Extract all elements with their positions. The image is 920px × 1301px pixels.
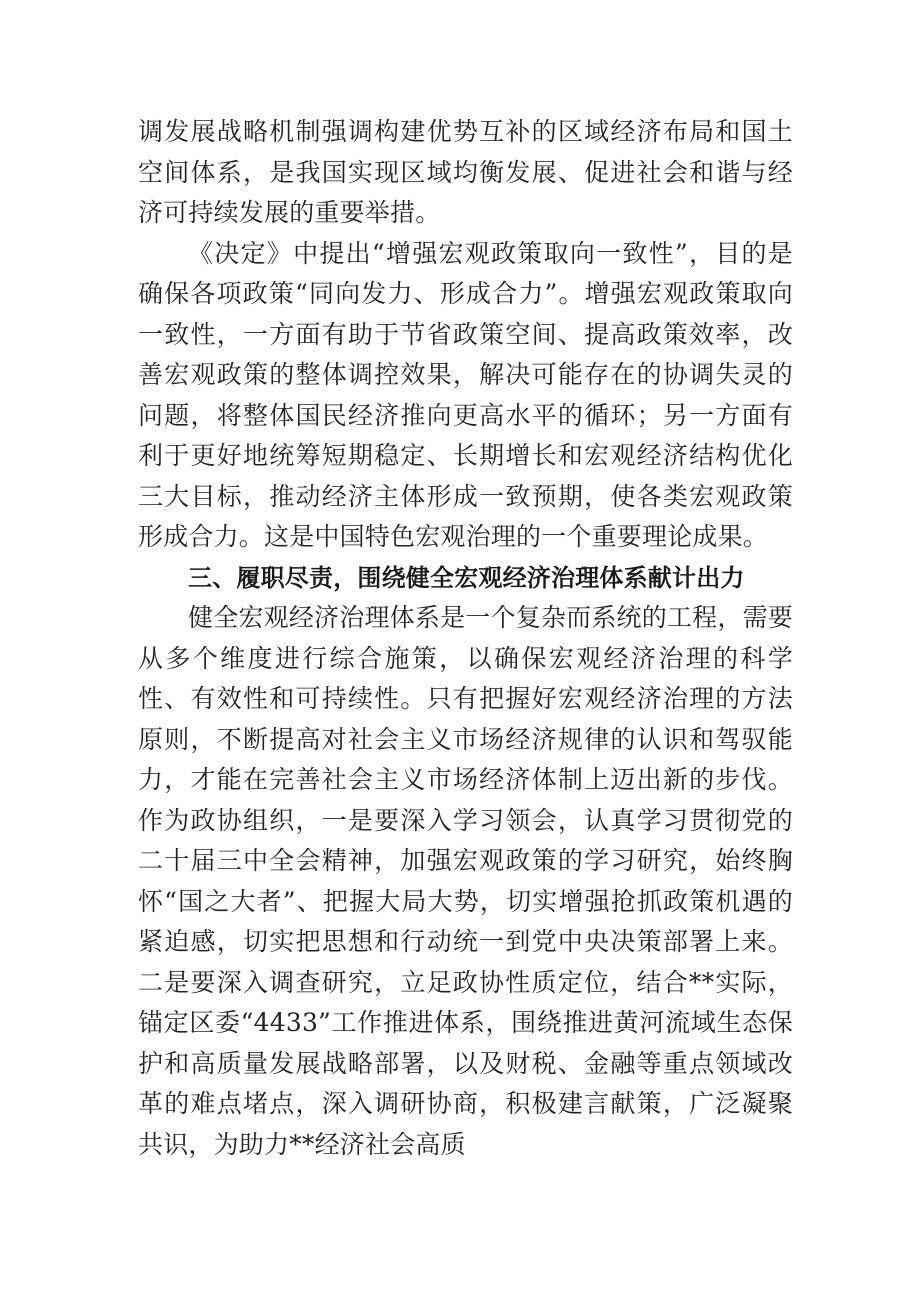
section-heading: 三、履职尽责，围绕健全宏观经济治理体系献计出力 (188, 563, 745, 592)
paragraph-policy-consistency: 《决定》中提出“增强宏观政策取向一致性”，目的是确保各项政策“同向发力、形成合力”。增强宏观政策取向一致性，一方面有助于节省政策空间、提高政策效率，改善宏观政策的整体调控效果，解决可能存在的协调失灵的问题，将整体国民经济推向更高水平的循环；另一方面有利于更好地统筹短期稳定、长期增长和宏观经济结构优化三大目标，推动经济主体形成一致预期，使各类宏观政策形成合力。这是中国特色宏观治理的一个重要理论成果。 (138, 238, 793, 551)
document-body (138, 112, 793, 1165)
paragraph-continuation: 调发展战略机制强调构建优势互补的区域经济布局和国土空间体系，是我国实现区域均衡发展、促进社会和谐与经济可持续发展的重要举措。 (138, 117, 793, 227)
paragraph-section-body: 健全宏观经济治理体系是一个复杂而系统的工程，需要从多个维度进行综合施策，以确保宏观经济治理的科学性、有效性和可持续性。只有把握好宏观经济治理的方法原则，不断提高对社会主义市场经济规律的认识和驾驭能力，才能在完善社会主义市场经济体制上迈出新的步伐。作为政协组织，一是要深入学习领会，认真学习贯彻党的二十届三中全会精神，加强宏观政策的学习研究，始终胸怀“国之大者”、把握大局大势，切实增强抢抓政策机遇的紧迫感，切实把思想和行动统一到党中央决策部署上来。二是要深入调查研究，立足政协性质定位，结合**实际，锚定区委“4433”工作推进体系，围绕推进黄河流域生态保护和高质量发展战略部署，以及财税、金融等重点领域改革的难点堵点，深入调研协商，积极建言献策，广泛凝聚共识，为助力**经济社会高质 (138, 603, 793, 1159)
